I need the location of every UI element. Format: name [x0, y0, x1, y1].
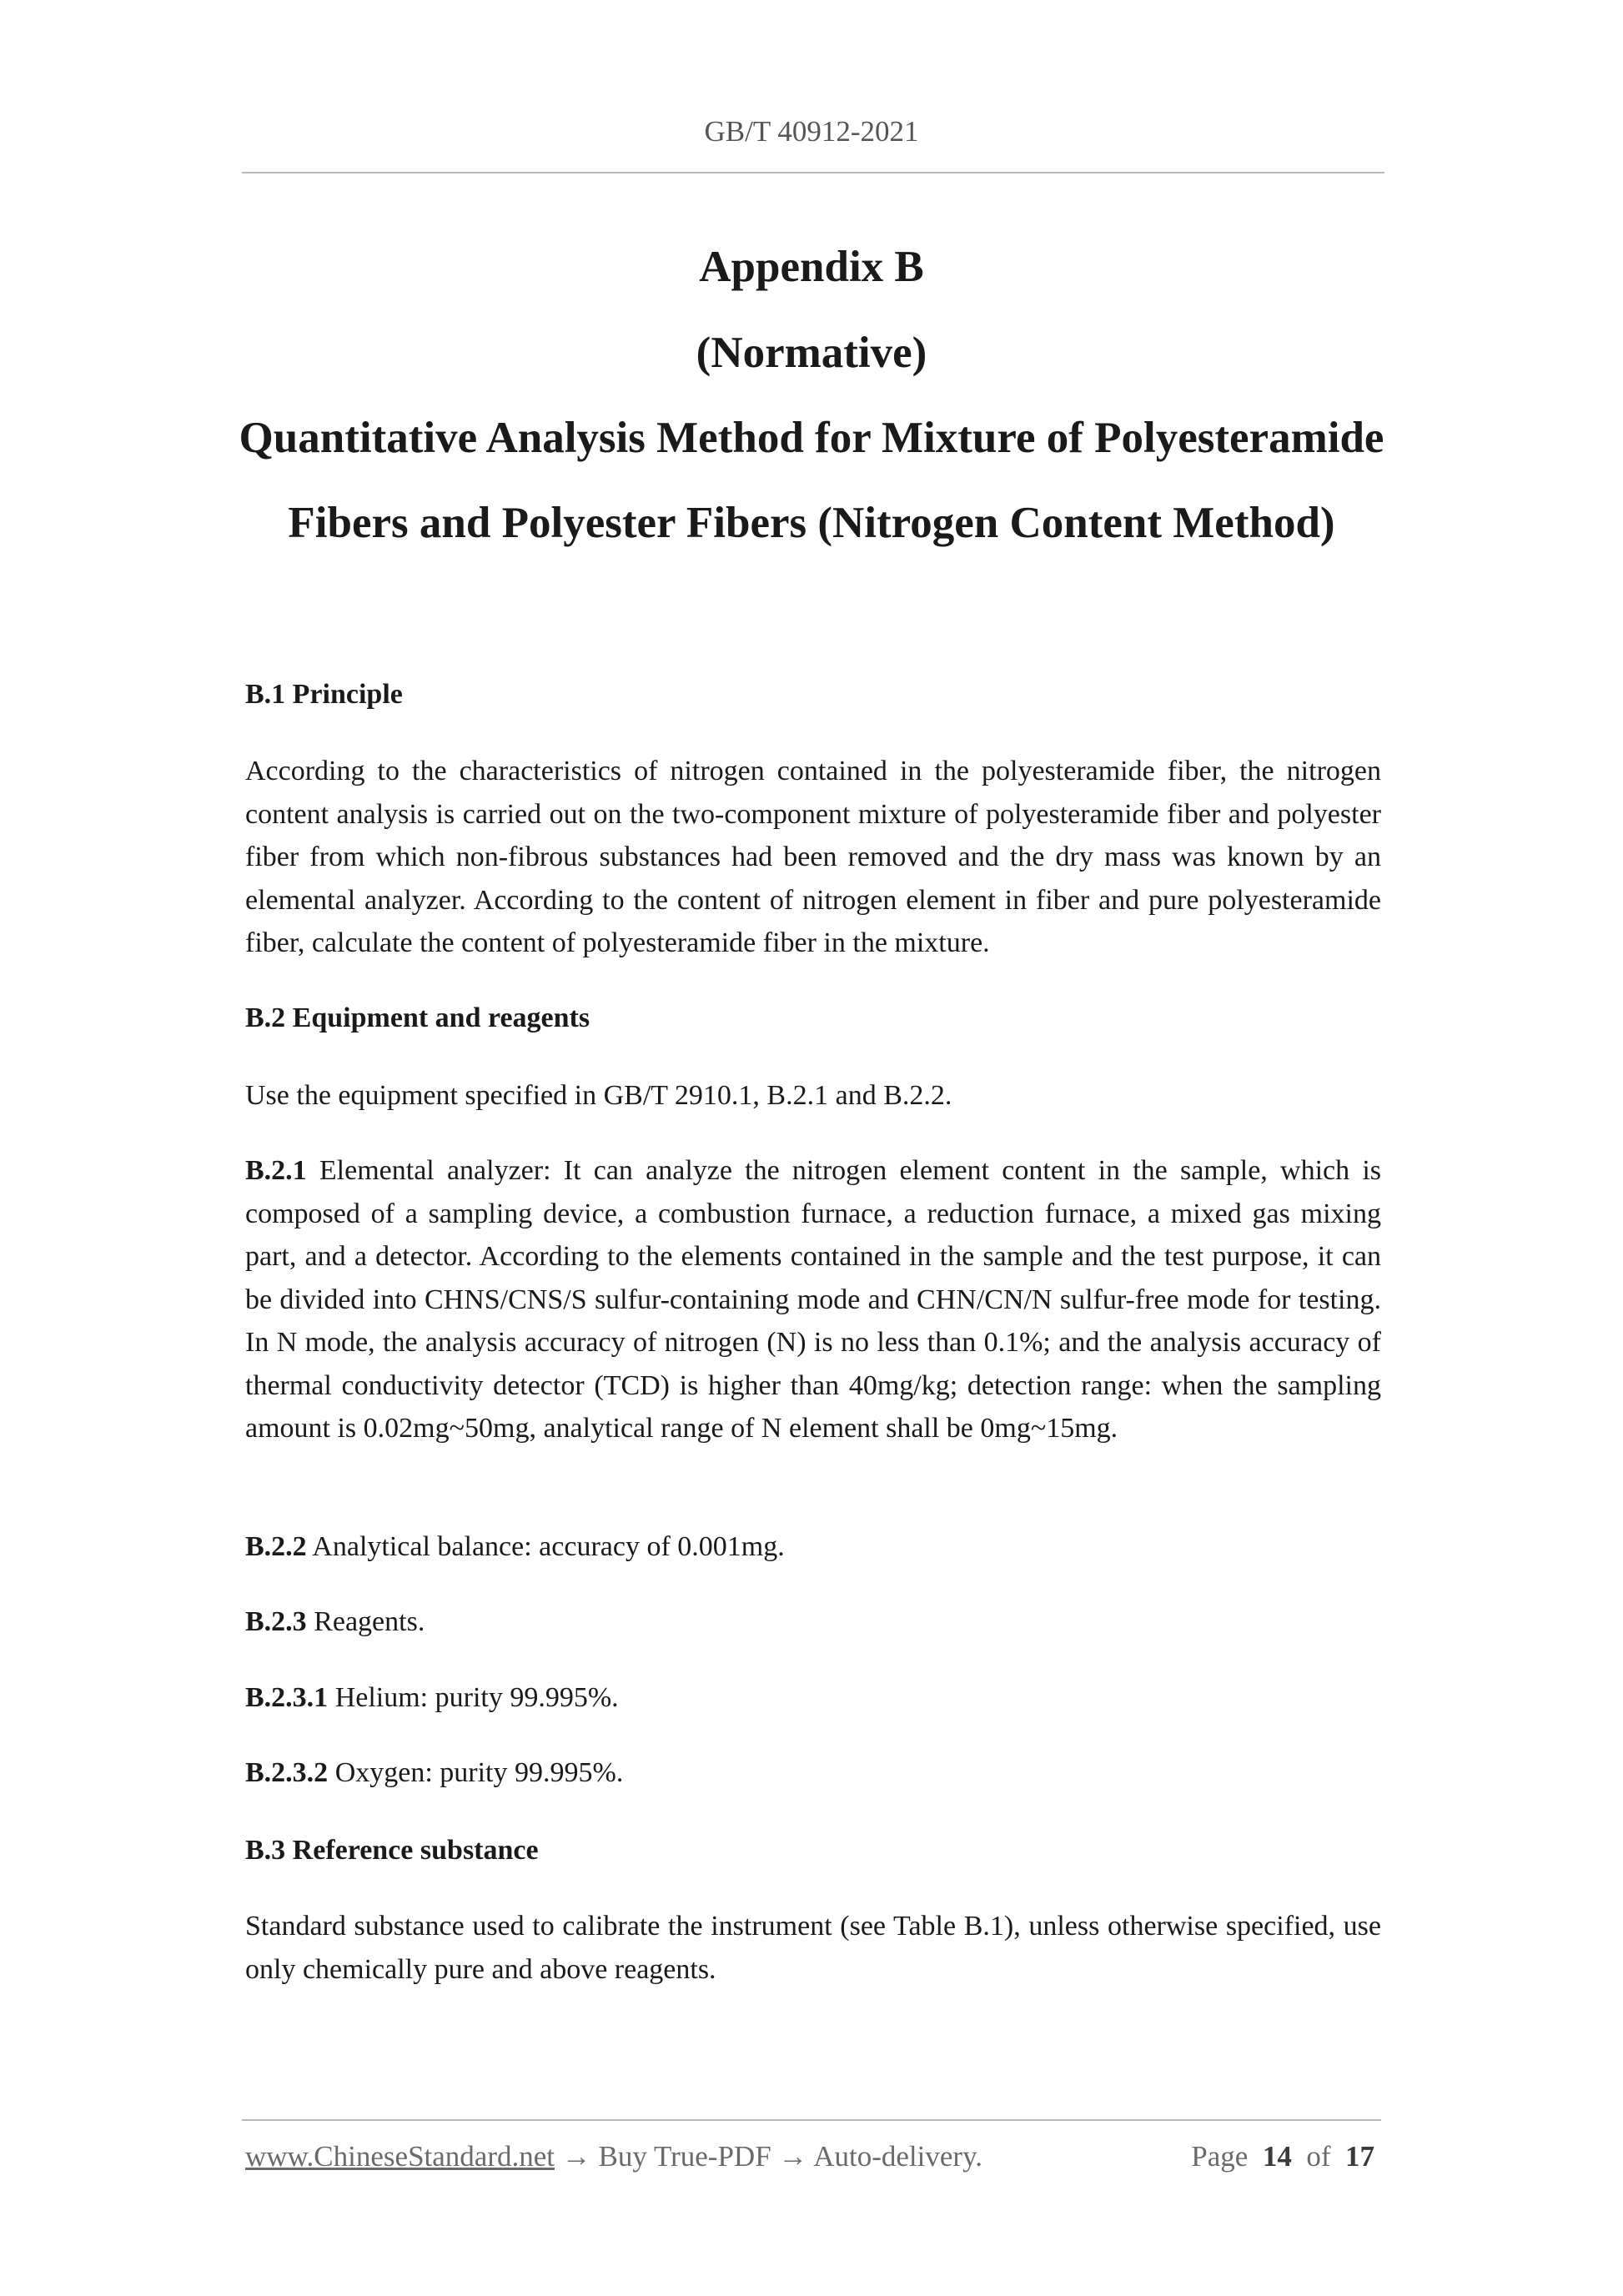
clause-b23-text: Reagents. — [306, 1606, 425, 1637]
footer-divider — [242, 2119, 1381, 2121]
appendix-normative-label: (Normative) — [696, 329, 927, 377]
clause-b22-label: B.2.2 — [245, 1531, 307, 1562]
appendix-subtitle-line2: Fibers and Polyester Fibers (Nitrogen Content Method) — [288, 499, 1335, 547]
clause-b23-label: B.2.3 — [245, 1606, 307, 1637]
clause-b21-text: Elemental analyzer: It can analyze the nitrogen element content in the sample, which is composed of a sampling device, a combustion furnace, a reduction furnace, a mixed gas mixing part, and a detector. According to the elements contained in the sample and the test purpose, it can be divided into CHNS/CNS/S sulfur-containing mode and CHN/CN/N sulfur-free mode for testing. In N mode, the analysis accuracy of nitrogen (N) is no less than 0.1%; and the analysis accuracy of thermal conductivity detector (TCD) is higher than 40mg/kg; detection range: when the sampling amount is 0.02mg~50mg, analytical range of N element shall be 0mg~15mg. — [245, 1155, 1381, 1444]
footer-delivery-text: → Auto-delivery. — [778, 2140, 983, 2173]
clause-b22-text: Analytical balance: accuracy of 0.001mg. — [306, 1531, 785, 1562]
page-total: 17 — [1345, 2140, 1374, 2173]
clause-b22 — [245, 1525, 1381, 1569]
page-of-label: of — [1306, 2140, 1331, 2173]
clause-b232-label: B.2.3.2 — [245, 1757, 329, 1788]
document-body — [245, 0, 1381, 2296]
appendix-title: Appendix B — [699, 243, 924, 291]
clause-b231 — [245, 1676, 1381, 1720]
clause-b231-text: Helium: purity 99.995%. — [328, 1682, 619, 1713]
section-b1-paragraph: According to the characteristics of nitrogen contained in the polyesteramide fiber, the nitrogen content analysis is carried out on the two-component mixture of polyesteramide fiber and polyester fiber from which non-fibrous substances had been removed and the dry mass was known by an elemental analyzer. According to the content of nitrogen element in fiber and pure polyesteramide fiber, calculate the content of polyesteramide fiber in the mixture. — [245, 756, 1381, 958]
clause-b231-label: B.2.3.1 — [245, 1682, 329, 1713]
page-current: 14 — [1262, 2140, 1292, 2173]
section-heading-b2: B.2 Equipment and reagents — [245, 1002, 590, 1033]
clause-b21-label: B.2.1 — [245, 1155, 307, 1186]
footer-buy-text: → Buy True-PDF — [555, 2140, 779, 2173]
appendix-subtitle-line1: Quantitative Analysis Method for Mixture of Polyesteramide — [239, 414, 1384, 462]
clause-b21 — [245, 1149, 1381, 1450]
section-b3-paragraph: Standard substance used to calibrate the instrument (see Table B.1), unless otherwise specified, use only chemically pure and above reagents. — [245, 1911, 1381, 1985]
footer-website-link[interactable]: www.ChineseStandard.net — [245, 2140, 555, 2173]
footer-promo — [245, 2140, 982, 2173]
document-header-id: GB/T 40912-2021 — [704, 115, 919, 148]
section-heading-b1: B.1 Principle — [245, 679, 403, 710]
clause-b232 — [245, 1751, 1381, 1795]
page-label: Page — [1191, 2140, 1249, 2173]
section-heading-b3: B.3 Reference substance — [245, 1835, 539, 1866]
page-number — [1191, 2140, 1374, 2173]
clause-b23 — [245, 1600, 1381, 1644]
section-b2-intro: Use the equipment specified in GB/T 2910.1, B.2.1 and B.2.2. — [245, 1080, 952, 1111]
clause-b232-text: Oxygen: purity 99.995%. — [328, 1757, 624, 1788]
